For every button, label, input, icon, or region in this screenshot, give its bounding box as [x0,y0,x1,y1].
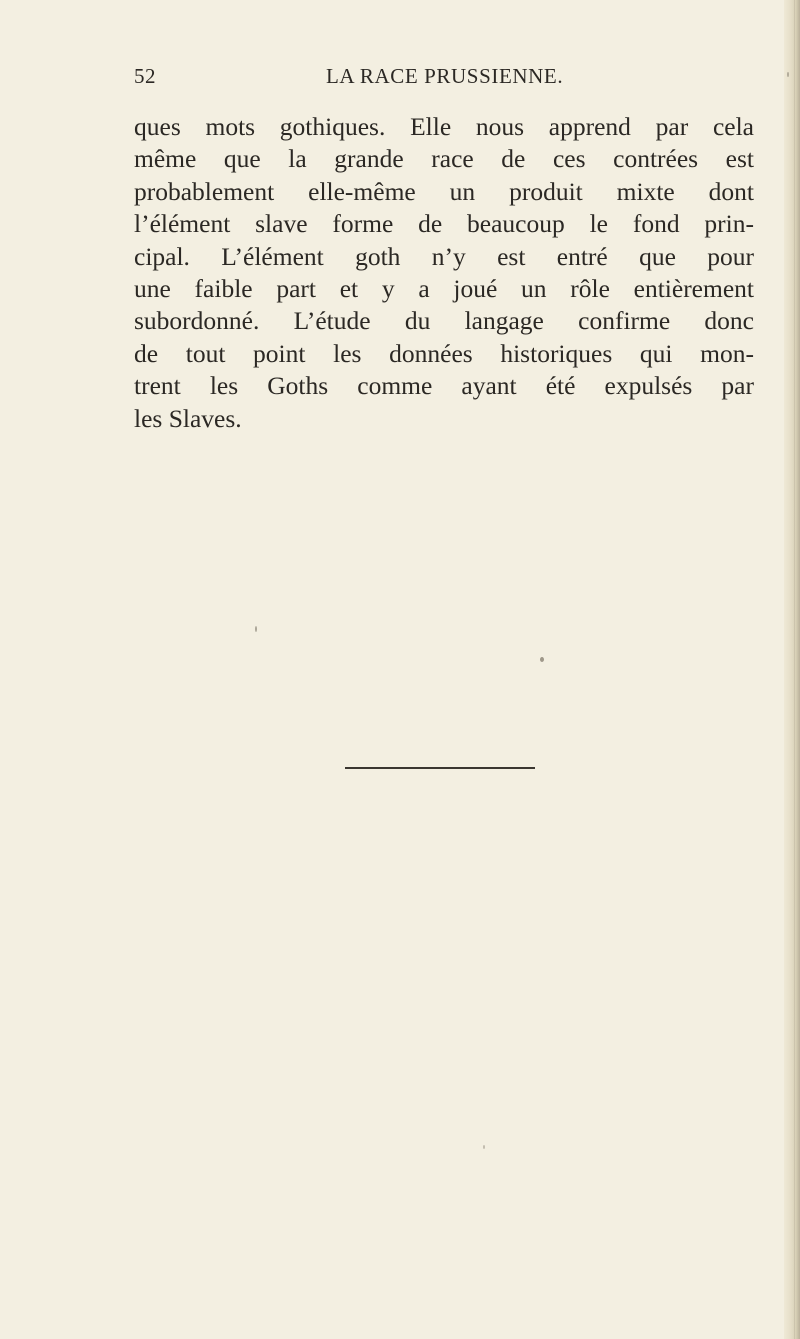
page-edge-shadow [784,0,800,1339]
text-line: l’élément slave forme de beaucoup le fond prin- [134,209,754,239]
text-line: les Slaves. [134,403,242,433]
text-line: une faible part et y a joué un rôle entièrement [134,274,754,304]
text-line: trent les Goths comme ayant été expulsés par [134,371,754,401]
text-line: de tout point les données historiques qui mon- [134,338,754,368]
text-line: cipal. L’élément goth n’y est entré que pour [134,241,754,271]
paper-speck [540,657,544,662]
text-line: ques mots gothiques. Elle nous apprend par cela [134,112,754,141]
page-edge-line [794,0,795,1339]
paper-speck [787,72,789,77]
page-number: 52 [134,64,156,88]
paper-speck [255,626,257,632]
body-paragraph [134,111,754,435]
section-end-rule [345,767,535,769]
text-line: subordonné. L’étude du langage confirme donc [134,306,754,336]
text-line: probablement elle-même un produit mixte dont [134,176,754,206]
running-title: LA RACE PRUSSIENNE. [326,64,564,88]
running-head [134,64,754,88]
paper-speck [483,1145,485,1149]
text-line: même que la grande race de ces contrées est [134,144,754,174]
